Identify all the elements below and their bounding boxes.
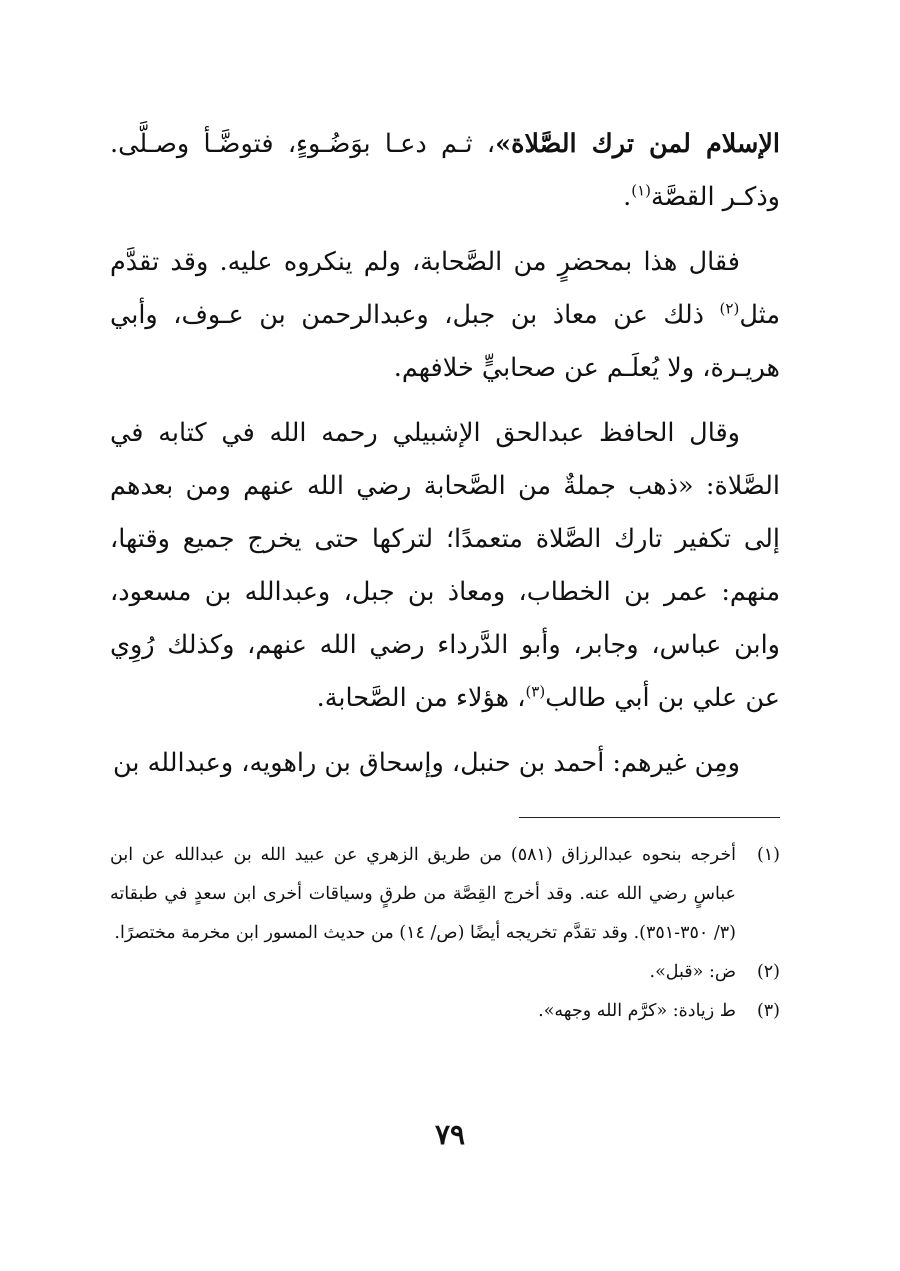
footnote-1 [110,836,780,953]
paragraph-4-text: ومِن غيرهم: أحمد بن حنبل، وإسحاق بن راهويه، وعبدالله بن [112,748,740,778]
paragraph-2-text-b: ذلك عن معاذ بن جبل، وعبدالرحمن بن عـوف، وأبي هريـرة، ولا يُعلَـم عن صحابيٍّ خلافهم. [110,300,780,383]
paragraph-3-text-a: وقال الحافظ عبدالحق الإشبيلي رحمه الله في كتابه في الصَّلاة: «ذهب جملةٌ من الصَّحابة رضي الله عنهم ومن بعدهم إلى تكفير تارك الصَّلاة متعمدًا؛ لتركها حتى يخرج جميع وقتها، منهم: عمر بن الخطاب، ومعاذ بن جبل، وعبدالله بن مسعود، وابن عباس، وجابر، وأبو الدَّرداء رضي الله عنهم، وكذلك رُوِي عن علي بن أبي طالب [110,418,780,713]
paragraph-1 [110,118,780,224]
paragraph-2 [110,236,780,395]
footnote-text: أخرجه بنحوه عبدالرزاق (٥٨١) من طريق الزهري عن عبيد الله بن عبدالله عن ابن عباسٍ رضي الله عنه. وقد أخرج القِصَّة من طرقٍ وسياقات أخرى ابن سعدٍ في طبقاته (٣/ ٣٥٠-٣٥١). وقد تقدَّم تخريجه أيضًا (ص/ ١٤) من حديث المسور ابن مخرمة مختصرًا. [110,845,736,943]
footnote-3 [110,992,780,1031]
paragraph-3-text-b: ، هؤلاء من الصَّحابة. [316,683,526,713]
footnote-2 [110,953,780,992]
paragraph-4 [110,737,780,790]
footnote-ref-1[interactable]: (١) [631,181,651,200]
footnotes [110,836,780,1031]
footnote-ref-3[interactable]: (٣) [525,682,546,701]
footnote-divider [519,817,780,818]
footnote-text: ض: «قبل». [649,962,736,982]
footnote-number: (٣) [756,1001,780,1021]
paragraph-1-text: ، ثـم دعـا بوَضُـوءٍ، فتوضَّـأ وصـلَّى. وذكـر القصَّة [110,129,780,212]
main-text [110,118,780,802]
page-number: ٧٩ [434,1118,466,1151]
paragraph-3 [110,407,780,725]
footnote-ref-2[interactable]: (٢) [719,299,740,318]
paragraph-2-text-a: فقال هذا بمحضرٍ من الصَّحابة، ولم ينكروه عليه. وقد تقدَّم مثل [110,247,780,330]
paragraph-1-end: . [623,182,632,212]
footnote-text: ط زيادة: «كرَّم الله وجهه». [538,1001,736,1021]
footnote-number: (١) [756,845,780,865]
footnote-number: (٢) [756,962,780,982]
bold-quote: الإسلام لمن ترك الصَّلاة» [495,129,781,159]
